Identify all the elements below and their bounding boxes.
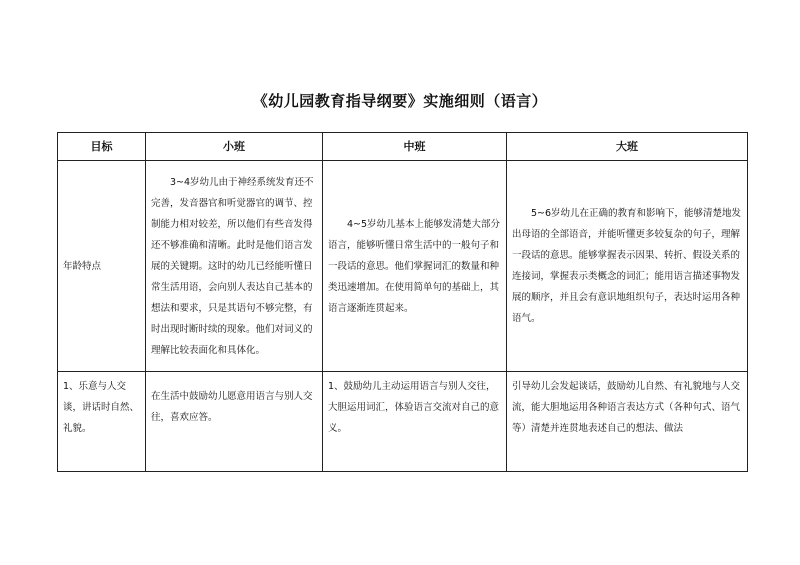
cell-middle-goal-1: 1、鼓励幼儿主动运用语言与别人交往，大胆运用词汇，体验语言交流对自己的意义。 bbox=[323, 372, 507, 472]
cell-large-age-features: 5~6岁幼儿在正确的教育和影响下，能够清楚地发出母语的全部语音，并能听懂更多较复杂的句子，理解一段话的意思。能够掌握表示因果、转折、假设关系的连接词，掌握表示类概念的词汇；能用语言描述事物发展的顺序，并且会有意识地组织句子，表达时运用各种语气。 bbox=[507, 161, 748, 372]
header-middle-class: 中班 bbox=[323, 133, 507, 161]
header-large-class: 大班 bbox=[507, 133, 748, 161]
cell-small-goal-1: 在生活中鼓励幼儿愿意用语言与别人交往，喜欢应答。 bbox=[146, 372, 323, 472]
header-small-class: 小班 bbox=[146, 133, 323, 161]
cell-large-goal-1: 引导幼儿会发起谈话，鼓励幼儿自然、有礼貌地与人交流，能大胆地运用各种语言表达方式（各种句式、语气等）清楚并连贯地表述自己的想法、做法 bbox=[507, 372, 748, 472]
document-title: 《幼儿园教育指导纲要》实施细则（语言） bbox=[252, 92, 548, 110]
cell-middle-age-features: 4~5岁幼儿基本上能够发清楚大部分语言，能够听懂日常生活中的一般句子和一段话的意思。他们掌握词汇的数量和种类迅速增加。在使用简单句的基础上，其语言逐渐连贯起来。 bbox=[323, 161, 507, 372]
table-row-age-features bbox=[58, 161, 748, 372]
row-label-goal-1: 1、乐意与人交谈，讲话时自然、礼貌。 bbox=[58, 372, 146, 472]
table-row-goal-1 bbox=[58, 372, 748, 472]
row-label-age-features: 年龄特点 bbox=[58, 161, 146, 372]
header-goal: 目标 bbox=[58, 133, 146, 161]
outline-table bbox=[57, 132, 748, 472]
header-row bbox=[58, 133, 748, 161]
cell-small-age-features: 3~4岁幼儿由于神经系统发育还不完善，发音器官和听觉器官的调节、控制能力相对较差，所以他们有些音发得还不够准确和清晰。此时是他们语言发展的关键期。这时的幼儿已经能听懂日常生活用语，会向别人表达自己基本的想法和要求，只是其语句不够完整，有时出现时断时续的现象。他们对词义的理解比较表面化和具体化。 bbox=[146, 161, 323, 372]
